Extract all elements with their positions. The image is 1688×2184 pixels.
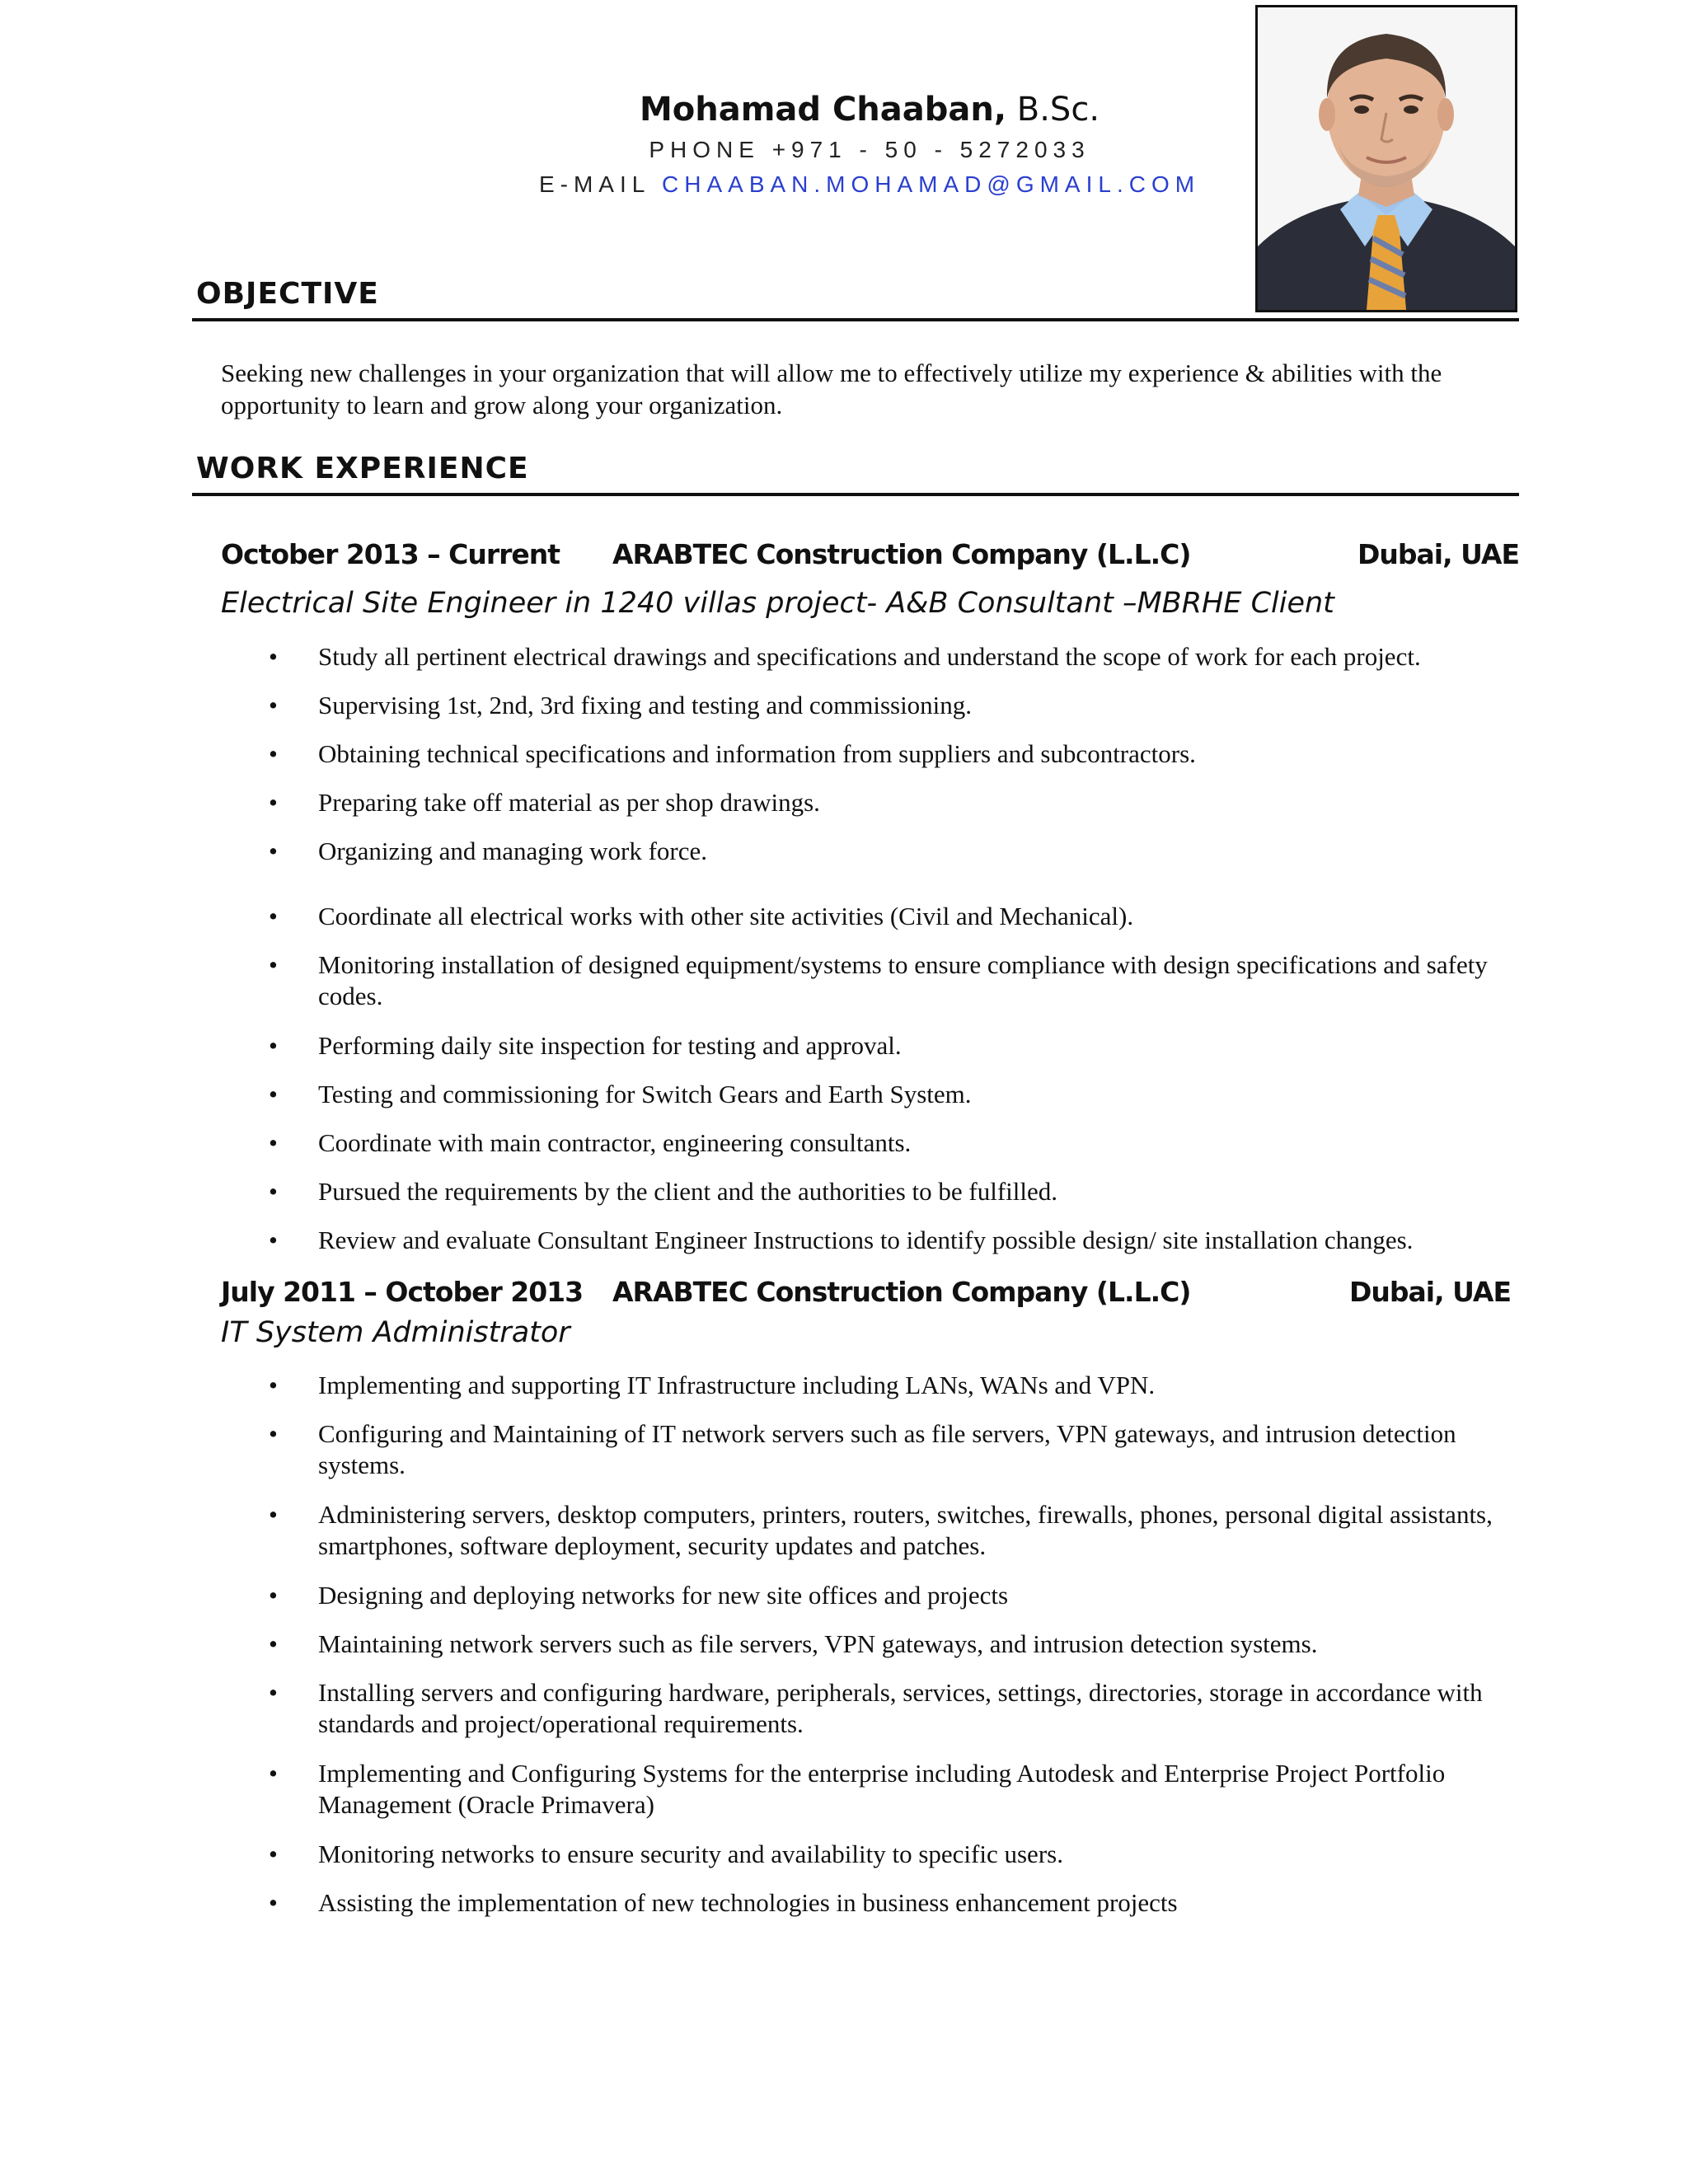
list-item: • Organizing and managing work force. <box>269 837 708 865</box>
work-experience-divider <box>192 493 1519 496</box>
list-item: • Designing and deploying networks for new site offices and projects <box>269 1581 1009 1610</box>
list-item: • Review and evaluate Consultant Engineer Instructions to identify possible design/ site installation changes. <box>269 1226 1414 1254</box>
list-item: • Monitoring networks to ensure security and availability to specific users. <box>269 1840 1063 1868</box>
list-item: • Coordinate with main contractor, engineering consultants. <box>269 1128 912 1157</box>
candidate-degree: B.Sc. <box>1006 91 1100 129</box>
list-item: • Administering servers, desktop computers, printers, routers, switches, firewalls, phones, personal digital assistants, smartphones, software deployment, security updates and patches. <box>269 1500 1493 1560</box>
job-header-1 <box>221 538 1519 579</box>
bullet-dot: • <box>269 1419 278 1448</box>
email-label: E-MAIL <box>538 171 650 197</box>
objective-text: Seeking new challenges in your organization that will allow me to effectively utilize my experience & abilities with the opportunity to learn and grow along your organization. <box>221 359 1442 419</box>
job-dates: October 2013 – Current <box>221 538 560 570</box>
list-item: • Assisting the implementation of new technologies in business enhancement projects <box>269 1888 1178 1917</box>
bullet-dot: • <box>269 739 278 768</box>
list-item: • Coordinate all electrical works with other site activities (Civil and Mechanical). <box>269 902 1134 930</box>
bullet-dot: • <box>269 1888 278 1917</box>
bullet-dot: • <box>269 642 278 671</box>
list-item: • Configuring and Maintaining of IT network servers such as file servers, VPN gateways, and intrusion detection systems. <box>269 1419 1456 1479</box>
bullet-dot: • <box>269 788 278 817</box>
bullet-dot: • <box>269 1371 278 1399</box>
bullet-dot: • <box>269 1629 278 1658</box>
list-item: • Implementing and Configuring Systems for the enterprise including Autodesk and Enterprise Project Portfolio Management (Oracle Primavera) <box>269 1759 1446 1819</box>
job-role-1: Electrical Site Engineer in 1240 villas project- A&B Consultant –MBRHE Client <box>221 587 1334 620</box>
list-item: • Monitoring installation of designed equipment/systems to ensure compliance with design specifications and safety codes. <box>269 950 1488 1010</box>
job-company: ARABTEC Construction Company (L.L.C) <box>612 538 1191 570</box>
bullet-dot: • <box>269 902 278 930</box>
objective-heading: OBJECTIVE <box>196 277 379 311</box>
bullet-dot: • <box>269 1177 278 1206</box>
job-role-2: IT System Administrator <box>221 1316 570 1349</box>
list-item: • Testing and commissioning for Switch Gears and Earth System. <box>269 1080 972 1108</box>
bullet-dot: • <box>269 691 278 719</box>
bullet-dot: • <box>269 1759 278 1788</box>
candidate-name: Mohamad Chaaban, <box>639 91 1007 129</box>
bullet-dot: • <box>269 950 278 979</box>
bullet-dot: • <box>269 1080 278 1108</box>
list-item: • Implementing and supporting IT Infrastructure including LANs, WANs and VPN. <box>269 1371 1156 1399</box>
list-item: • Preparing take off material as per shop drawings. <box>269 788 820 817</box>
bullet-dot: • <box>269 837 278 865</box>
job-header-2 <box>221 1276 1519 1317</box>
bullet-dot: • <box>269 1678 278 1707</box>
list-item: • Study all pertinent electrical drawings and specifications and understand the scope of work for each project. <box>269 642 1421 671</box>
list-item: • Pursued the requirements by the client and the authorities to be fulfilled. <box>269 1177 1058 1206</box>
list-item: • Supervising 1st, 2nd, 3rd fixing and testing and commissioning. <box>269 691 973 719</box>
list-item: • Maintaining network servers such as file servers, VPN gateways, and intrusion detection systems. <box>269 1629 1318 1658</box>
bullet-dot: • <box>269 1128 278 1157</box>
email-value[interactable]: CHAABAN.MOHAMAD@GMAIL.COM <box>662 171 1201 197</box>
profile-photo <box>1255 5 1517 312</box>
bullet-dot: • <box>269 1581 278 1610</box>
list-item: • Performing daily site inspection for testing and approval. <box>269 1031 902 1060</box>
job-dates: July 2011 – October 2013 <box>221 1276 584 1308</box>
work-experience-heading: WORK EXPERIENCE <box>196 452 529 485</box>
bullet-dot: • <box>269 1226 278 1254</box>
bullet-dot: • <box>269 1500 278 1529</box>
job-location: Dubai, UAE <box>1349 1276 1511 1308</box>
bullet-dot: • <box>269 1031 278 1060</box>
phone-value: +971 - 50 - 5272033 <box>771 137 1090 162</box>
bullet-dot: • <box>269 1840 278 1868</box>
job-company: ARABTEC Construction Company (L.L.C) <box>612 1276 1191 1308</box>
list-item: • Obtaining technical specifications and information from suppliers and subcontractors. <box>269 739 1196 768</box>
list-item: • Installing servers and configuring hardware, peripherals, services, settings, directories, storage in accordance with standards and project/operational requirements. <box>269 1678 1483 1738</box>
phone-label: PHONE <box>649 137 760 162</box>
objective-divider <box>192 318 1519 321</box>
job-location: Dubai, UAE <box>1357 538 1519 570</box>
